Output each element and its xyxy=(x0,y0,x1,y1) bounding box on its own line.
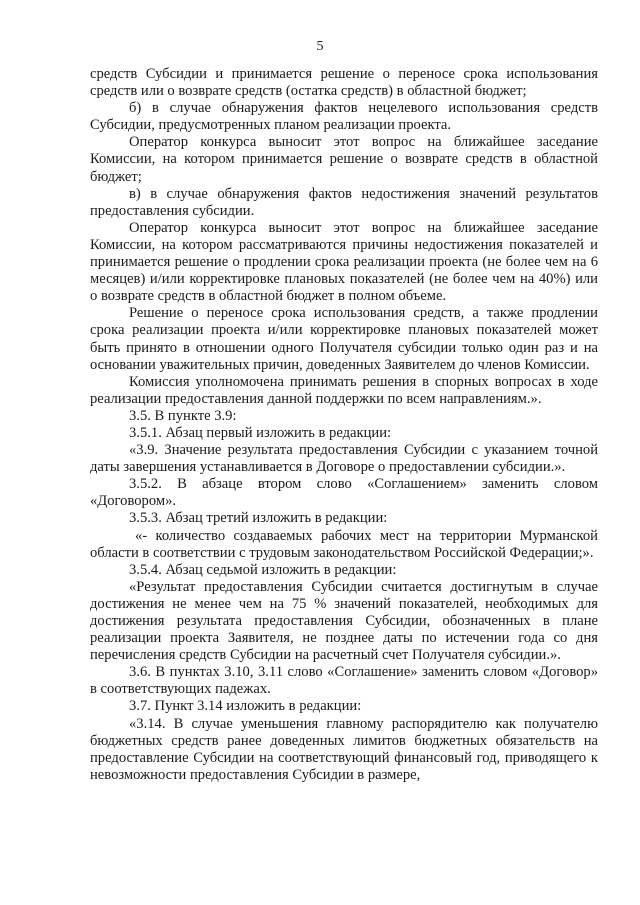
quoted-paragraph: «3.9. Значение результата предоставления Субсидии с указанием точной даты завершения устанавливается в Договоре о предоставлении субсидии.». xyxy=(90,442,598,476)
paragraph: 3.6. В пунктах 3.10, 3.11 слово «Соглашение» заменить словом «Договор» в соответствующих падежах. xyxy=(90,664,598,698)
document-body xyxy=(90,66,598,784)
paragraph: средств Субсидии и принимается решение о переносе срока использования средств или о возврате средств (остатка средств) в областной бюджет; xyxy=(90,66,598,100)
page-number: 5 xyxy=(316,39,324,54)
paragraph: 3.5.4. Абзац седьмой изложить в редакции: xyxy=(129,561,397,578)
section-heading: 3.5. В пункте 3.9: xyxy=(129,407,237,424)
quoted-paragraph: «Результат предоставления Субсидии считается достигнутым в случае достижения не менее чем на 75 % значений показателей, необходимых для достижения результата предоставления Субсидии, обозначенных в плане реализации проекта Заявителя, не позднее даты по истечении года со дня перечисления средств Субсидии на расчетный счет Получателя субсидии.». xyxy=(90,578,598,664)
paragraph: 3.5.3. Абзац третий изложить в редакции: xyxy=(129,510,388,527)
quoted-paragraph: «3.14. В случае уменьшения главному распорядителю как получателю бюджетных средств ранее доведенных лимитов бюджетных обязательств на предоставление Субсидии на соответствующий финансовый год, приводящего к невозможности предоставления Субсидии в размере, xyxy=(90,715,598,783)
paragraph: 3.5.1. Абзац первый изложить в редакции: xyxy=(129,424,392,441)
paragraph: 3.5.2. В абзаце втором слово «Соглашением» заменить словом «Договором». xyxy=(90,476,598,510)
quoted-paragraph: «- количество создаваемых рабочих мест на территории Мурманской области в соответствии с трудовым законодательством Российской Федерации;». xyxy=(90,527,598,561)
paragraph: Решение о переносе срока использования средств, а также продлении срока реализации проекта и/или корректировке плановых показателей может быть принято в отношении одного Получателя субсидии только один раз и на основании уважительных причин, доведенных Заявителем до членов Комиссии. xyxy=(90,305,598,373)
paragraph: Оператор конкурса выносит этот вопрос на ближайшее заседание Комиссии, на котором принимается решение о возврате средств в областной бюджет; xyxy=(90,134,598,185)
paragraph: б) в случае обнаружения фактов нецелевого использования средств Субсидии, предусмотренных планом реализации проекта. xyxy=(90,100,598,134)
paragraph: Оператор конкурса выносит этот вопрос на ближайшее заседание Комиссии, на котором рассматриваются причины недостижения показателей и принимается решение о продлении срока реализации проекта (не более чем на 6 месяцев) и/или корректировке плановых показателей (не более чем на 40%) или о возврате средств в областной бюджет в полном объеме. xyxy=(90,219,598,305)
section-heading: 3.7. Пункт 3.14 изложить в редакции: xyxy=(129,698,362,715)
paragraph: в) в случае обнаружения фактов недостижения значений результатов предоставления субсидии. xyxy=(90,185,598,219)
paragraph: Комиссия уполномочена принимать решения в спорных вопросах в ходе реализации предоставления данной поддержки по всем направлениям.». xyxy=(90,373,598,407)
